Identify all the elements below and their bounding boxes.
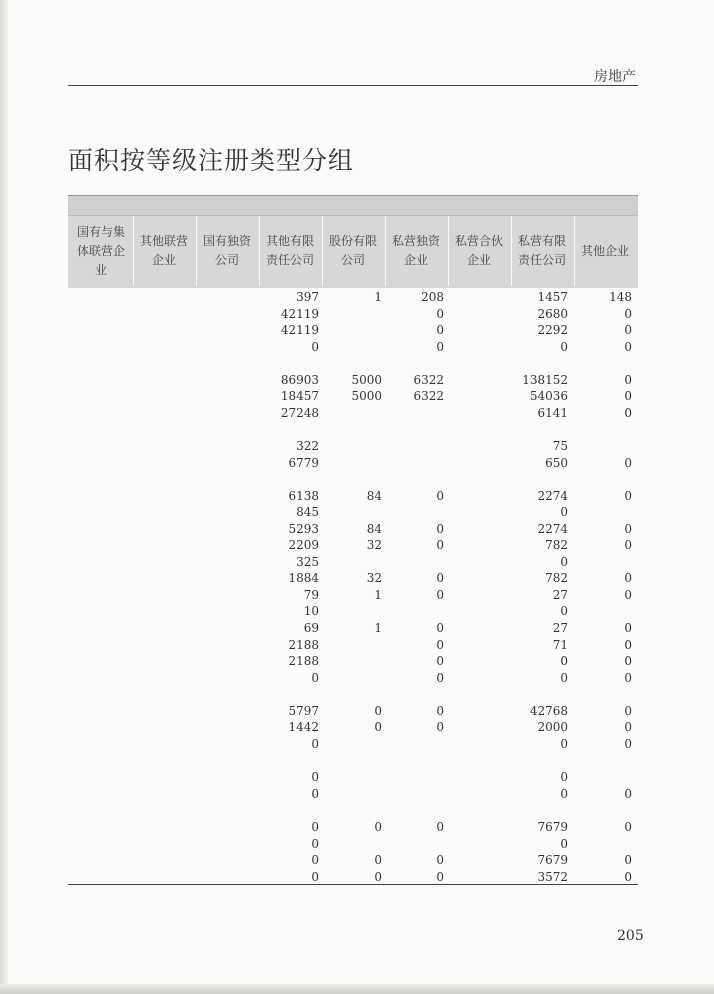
cell-other-enterprises: 0 bbox=[624, 340, 632, 354]
cell-other-llc: 322 bbox=[296, 439, 319, 453]
cell-joint-stock: 0 bbox=[374, 720, 382, 734]
cell-other-llc: 0 bbox=[311, 853, 319, 867]
cell-joint-stock: 0 bbox=[374, 820, 382, 834]
table-row bbox=[0, 388, 714, 404]
cell-other-llc: 6138 bbox=[288, 489, 319, 503]
cell-other-enterprises: 0 bbox=[624, 571, 632, 585]
cell-joint-stock bbox=[322, 306, 382, 322]
table-row bbox=[0, 769, 714, 785]
cell-other-enterprises: 0 bbox=[624, 820, 632, 834]
cell-other-llc: 0 bbox=[311, 671, 319, 685]
cell-joint-stock: 32 bbox=[366, 538, 382, 552]
cell-other-enterprises bbox=[572, 769, 632, 785]
column-header-label: 其他联营企业 bbox=[139, 234, 188, 267]
cell-other-enterprises bbox=[572, 554, 632, 570]
cell-other-llc: 5293 bbox=[288, 522, 319, 536]
cell-private-llc: 42768 bbox=[529, 704, 568, 718]
cell-private-sole: 0 bbox=[436, 621, 444, 635]
cell-private-llc: 7679 bbox=[537, 820, 568, 834]
table-row bbox=[0, 719, 714, 735]
cell-other-enterprises: 0 bbox=[624, 671, 632, 685]
cell-other-llc: 0 bbox=[311, 770, 319, 784]
table-row bbox=[0, 637, 714, 653]
cell-private-sole: 0 bbox=[436, 870, 444, 884]
cell-other-enterprises: 0 bbox=[624, 307, 632, 321]
cell-private-sole bbox=[384, 438, 444, 454]
cell-other-llc: 5797 bbox=[288, 704, 319, 718]
cell-private-sole bbox=[384, 736, 444, 752]
table-row bbox=[0, 488, 714, 504]
cell-other-enterprises: 148 bbox=[609, 290, 632, 304]
page-title: 面积按等级注册类型分组 bbox=[68, 145, 355, 175]
cell-private-sole bbox=[384, 786, 444, 802]
cell-private-sole bbox=[384, 455, 444, 471]
table-row bbox=[0, 455, 714, 471]
cell-joint-stock: 0 bbox=[374, 870, 382, 884]
cell-joint-stock: 0 bbox=[374, 704, 382, 718]
cell-private-sole: 0 bbox=[436, 704, 444, 718]
cell-joint-stock bbox=[322, 653, 382, 669]
cell-other-llc: 1884 bbox=[288, 571, 319, 585]
cell-other-llc: 1442 bbox=[288, 720, 319, 734]
table-row bbox=[0, 587, 714, 603]
cell-other-llc: 0 bbox=[311, 737, 319, 751]
cell-other-enterprises bbox=[572, 504, 632, 520]
column-header-private-sole bbox=[385, 216, 447, 286]
cell-joint-stock bbox=[322, 836, 382, 852]
column-header-joint-stock bbox=[322, 216, 384, 286]
cell-other-llc: 86903 bbox=[280, 373, 319, 387]
cell-other-enterprises: 0 bbox=[624, 456, 632, 470]
cell-private-sole bbox=[384, 603, 444, 619]
column-header-label: 私营独资企业 bbox=[391, 234, 440, 267]
table-row bbox=[0, 703, 714, 719]
cell-joint-stock bbox=[322, 322, 382, 338]
table-row bbox=[0, 653, 714, 669]
cell-private-sole: 0 bbox=[436, 340, 444, 354]
cell-joint-stock bbox=[322, 438, 382, 454]
cell-private-llc: 0 bbox=[560, 837, 568, 851]
top-rule bbox=[68, 85, 638, 86]
cell-private-llc: 75 bbox=[552, 439, 568, 453]
cell-other-llc: 42119 bbox=[280, 323, 319, 337]
cell-private-sole: 0 bbox=[436, 522, 444, 536]
table-row bbox=[0, 869, 714, 885]
column-header-state-collective bbox=[70, 216, 132, 286]
cell-joint-stock bbox=[322, 554, 382, 570]
column-header-label: 其他企业 bbox=[580, 243, 629, 258]
cell-other-llc: 0 bbox=[311, 820, 319, 834]
column-header-label: 国有独资公司 bbox=[202, 234, 251, 267]
cell-private-sole: 0 bbox=[436, 323, 444, 337]
cell-other-enterprises: 0 bbox=[624, 853, 632, 867]
cell-private-sole: 0 bbox=[436, 489, 444, 503]
cell-private-sole: 208 bbox=[421, 290, 444, 304]
cell-private-sole: 0 bbox=[436, 571, 444, 585]
cell-private-sole: 0 bbox=[436, 820, 444, 834]
column-header-label: 私营有限责任公司 bbox=[517, 234, 566, 267]
cell-private-llc: 0 bbox=[560, 340, 568, 354]
cell-other-llc: 2209 bbox=[288, 538, 319, 552]
cell-joint-stock bbox=[322, 786, 382, 802]
table-row bbox=[0, 736, 714, 752]
cell-other-llc: 42119 bbox=[280, 307, 319, 321]
table-row bbox=[0, 570, 714, 586]
cell-joint-stock: 5000 bbox=[351, 373, 382, 387]
cell-joint-stock: 1 bbox=[374, 588, 382, 602]
cell-joint-stock: 84 bbox=[366, 489, 382, 503]
cell-private-llc: 0 bbox=[560, 770, 568, 784]
cell-private-llc: 2680 bbox=[537, 307, 568, 321]
table-row bbox=[0, 322, 714, 338]
cell-joint-stock bbox=[322, 769, 382, 785]
cell-joint-stock: 1 bbox=[374, 290, 382, 304]
cell-other-enterprises: 0 bbox=[624, 588, 632, 602]
column-header-label: 国有与集体联营企业 bbox=[76, 224, 125, 277]
cell-joint-stock bbox=[322, 670, 382, 686]
cell-joint-stock bbox=[322, 339, 382, 355]
cell-private-llc: 0 bbox=[560, 671, 568, 685]
cell-private-llc: 0 bbox=[560, 654, 568, 668]
column-header-other-enterprises bbox=[574, 216, 636, 286]
cell-other-enterprises: 0 bbox=[624, 870, 632, 884]
cell-joint-stock bbox=[322, 637, 382, 653]
cell-private-llc: 54036 bbox=[529, 389, 568, 403]
cell-private-llc: 650 bbox=[545, 456, 568, 470]
cell-other-llc: 397 bbox=[296, 290, 319, 304]
cell-private-llc: 3572 bbox=[537, 870, 568, 884]
column-header-label: 私营合伙企业 bbox=[454, 234, 503, 267]
cell-other-enterprises: 0 bbox=[624, 406, 632, 420]
cell-other-enterprises: 0 bbox=[624, 389, 632, 403]
cell-joint-stock: 1 bbox=[374, 621, 382, 635]
cell-joint-stock bbox=[322, 504, 382, 520]
table-row bbox=[0, 306, 714, 322]
cell-other-llc: 845 bbox=[296, 505, 319, 519]
cell-private-llc: 2292 bbox=[537, 323, 568, 337]
cell-private-llc: 27 bbox=[552, 588, 568, 602]
cell-joint-stock: 32 bbox=[366, 571, 382, 585]
cell-private-llc: 0 bbox=[560, 604, 568, 618]
cell-other-enterprises bbox=[572, 438, 632, 454]
cell-other-enterprises: 0 bbox=[624, 737, 632, 751]
cell-other-enterprises bbox=[572, 836, 632, 852]
cell-other-llc: 2188 bbox=[288, 654, 319, 668]
cell-other-llc: 79 bbox=[303, 588, 319, 602]
column-header-other-llc bbox=[259, 216, 321, 286]
cell-private-sole: 6322 bbox=[413, 389, 444, 403]
cell-joint-stock: 84 bbox=[366, 522, 382, 536]
cell-private-sole: 0 bbox=[436, 538, 444, 552]
cell-other-llc: 27248 bbox=[280, 406, 319, 420]
cell-other-enterprises: 0 bbox=[624, 638, 632, 652]
table-row bbox=[0, 603, 714, 619]
cell-private-sole: 0 bbox=[436, 654, 444, 668]
cell-other-llc: 325 bbox=[296, 555, 319, 569]
cell-private-sole bbox=[384, 504, 444, 520]
cell-other-enterprises: 0 bbox=[624, 522, 632, 536]
cell-private-sole bbox=[384, 836, 444, 852]
table-header-top-strip bbox=[68, 195, 638, 216]
cell-other-llc: 0 bbox=[311, 340, 319, 354]
table-row bbox=[0, 554, 714, 570]
page-bottom-edge bbox=[0, 984, 714, 994]
cell-private-llc: 782 bbox=[545, 538, 568, 552]
table-row bbox=[0, 504, 714, 520]
cell-private-llc: 1457 bbox=[537, 290, 568, 304]
column-header-private-llc bbox=[511, 216, 573, 286]
cell-private-sole: 0 bbox=[436, 671, 444, 685]
cell-private-llc: 2274 bbox=[537, 522, 568, 536]
table-row bbox=[0, 852, 714, 868]
cell-other-llc: 69 bbox=[303, 621, 319, 635]
cell-private-llc: 27 bbox=[552, 621, 568, 635]
cell-private-sole: 6322 bbox=[413, 373, 444, 387]
cell-joint-stock bbox=[322, 405, 382, 421]
cell-private-sole: 0 bbox=[436, 638, 444, 652]
cell-joint-stock: 0 bbox=[374, 853, 382, 867]
cell-private-sole bbox=[384, 405, 444, 421]
table-row bbox=[0, 339, 714, 355]
table-row bbox=[0, 786, 714, 802]
cell-other-llc: 2188 bbox=[288, 638, 319, 652]
cell-private-llc: 2274 bbox=[537, 489, 568, 503]
cell-other-enterprises: 0 bbox=[624, 654, 632, 668]
cell-private-llc: 0 bbox=[560, 787, 568, 801]
table-row bbox=[0, 405, 714, 421]
cell-other-llc: 0 bbox=[311, 787, 319, 801]
cell-other-llc: 10 bbox=[303, 604, 319, 618]
table-row bbox=[0, 438, 714, 454]
cell-joint-stock bbox=[322, 603, 382, 619]
table-row bbox=[0, 819, 714, 835]
column-header-state-owned-sole bbox=[196, 216, 258, 286]
bottom-rule bbox=[68, 884, 638, 885]
column-header-label: 其他有限责任公司 bbox=[265, 234, 314, 267]
cell-other-llc: 0 bbox=[311, 837, 319, 851]
cell-other-llc: 0 bbox=[311, 870, 319, 884]
column-header-label: 股份有限公司 bbox=[328, 234, 377, 267]
cell-private-llc: 0 bbox=[560, 737, 568, 751]
cell-joint-stock: 5000 bbox=[351, 389, 382, 403]
cell-joint-stock bbox=[322, 455, 382, 471]
page-number: 205 bbox=[617, 928, 644, 944]
cell-other-enterprises: 0 bbox=[624, 787, 632, 801]
cell-private-sole: 0 bbox=[436, 307, 444, 321]
cell-private-llc: 6141 bbox=[537, 406, 568, 420]
table-row bbox=[0, 289, 714, 305]
cell-joint-stock bbox=[322, 736, 382, 752]
cell-private-sole bbox=[384, 554, 444, 570]
cell-private-llc: 0 bbox=[560, 555, 568, 569]
cell-other-llc: 6779 bbox=[288, 456, 319, 470]
cell-private-llc: 7679 bbox=[537, 853, 568, 867]
cell-other-llc: 18457 bbox=[280, 389, 319, 403]
column-header-private-partnership bbox=[448, 216, 510, 286]
section-label: 房地产 bbox=[594, 69, 636, 85]
cell-private-llc: 71 bbox=[552, 638, 568, 652]
cell-private-llc: 0 bbox=[560, 505, 568, 519]
cell-other-enterprises: 0 bbox=[624, 621, 632, 635]
table-row bbox=[0, 836, 714, 852]
cell-other-enterprises: 0 bbox=[624, 538, 632, 552]
cell-other-enterprises: 0 bbox=[624, 323, 632, 337]
cell-other-enterprises bbox=[572, 603, 632, 619]
cell-private-llc: 782 bbox=[545, 571, 568, 585]
table-row bbox=[0, 670, 714, 686]
cell-other-enterprises: 0 bbox=[624, 720, 632, 734]
cell-private-llc: 2000 bbox=[537, 720, 568, 734]
table-row bbox=[0, 537, 714, 553]
cell-private-llc: 138152 bbox=[522, 373, 568, 387]
cell-private-sole: 0 bbox=[436, 853, 444, 867]
table-row bbox=[0, 372, 714, 388]
cell-private-sole: 0 bbox=[436, 588, 444, 602]
table-row bbox=[0, 521, 714, 537]
cell-private-sole: 0 bbox=[436, 720, 444, 734]
cell-private-sole bbox=[384, 769, 444, 785]
table-row bbox=[0, 620, 714, 636]
cell-other-enterprises: 0 bbox=[624, 704, 632, 718]
cell-other-enterprises: 0 bbox=[624, 373, 632, 387]
column-header-other-joint bbox=[133, 216, 195, 286]
cell-other-enterprises: 0 bbox=[624, 489, 632, 503]
